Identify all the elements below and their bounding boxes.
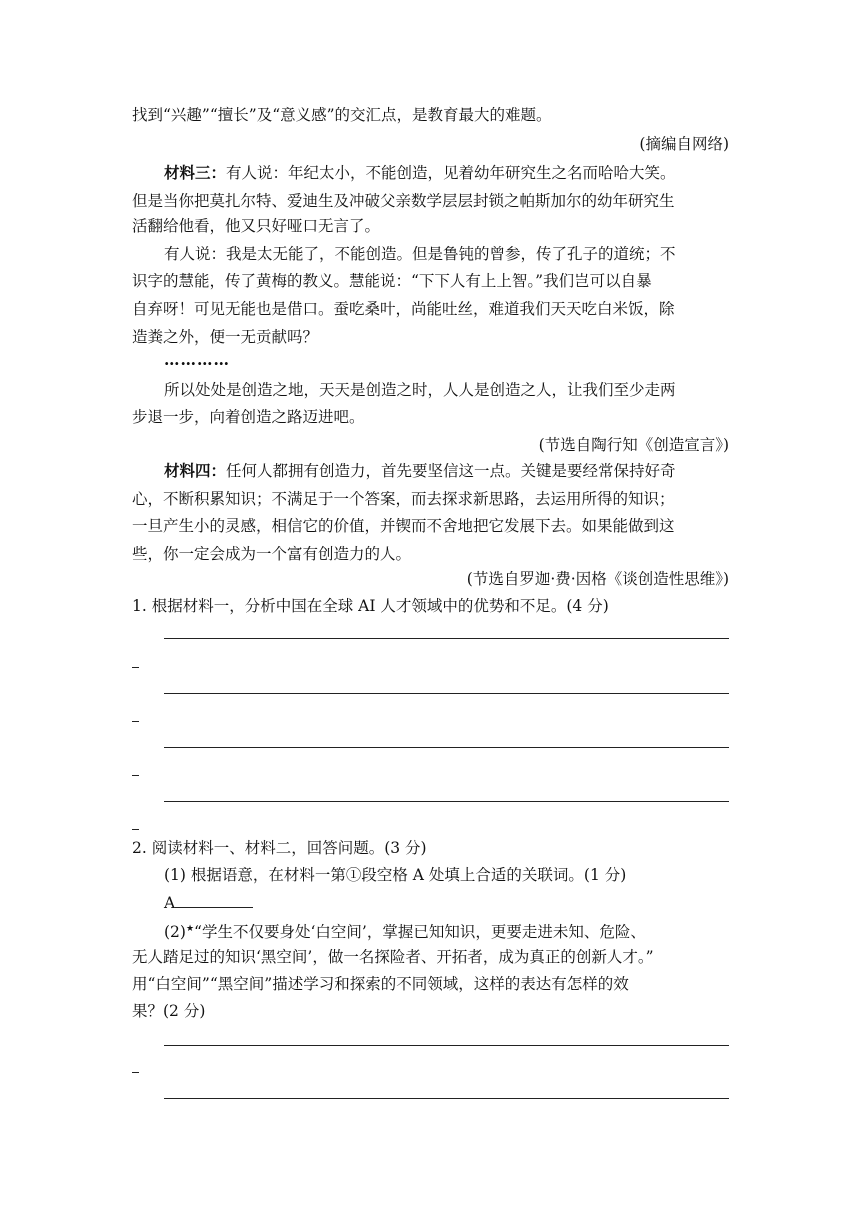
- answer-line[interactable]: [164, 693, 729, 694]
- paragraph-line: 所以处处是创造之地，天天是创造之时，人人是创造之人，让我们至少走两: [164, 381, 676, 399]
- paragraph-text: 任何人都拥有创造力，首先要坚信这一点。关键是要经常保持好奇: [226, 462, 676, 480]
- answer-line[interactable]: [164, 638, 729, 639]
- answer-line-end: [132, 667, 139, 668]
- material-three-label: 材料三：: [164, 163, 227, 182]
- answer-line-end: [132, 721, 139, 722]
- question-2-part-2: [164, 918, 729, 943]
- question-text-line: 果？(2 分): [132, 1002, 206, 1020]
- material-three-line: [164, 162, 729, 184]
- answer-line[interactable]: [164, 1045, 729, 1046]
- paragraph-line: 但是当你把莫扎尔特、爱迪生及冲破父亲数学层层封锁之帕斯加尔的幼年研究生: [132, 192, 675, 210]
- source-citation: (节选自罗迦·费·因格《谈创造性思维》): [466, 570, 729, 588]
- material-four-label: 材料四：: [164, 461, 227, 480]
- star-icon: ★: [185, 924, 195, 934]
- question-text-line: 用“白空间”“黑空间”描述学习和探索的不同领域，这样的表达有怎样的效: [132, 975, 629, 993]
- paragraph-line: 自弃呀！可见无能也是借口。蚕吃桑叶，尚能吐丝，难道我们天天吃白米饭，除: [132, 300, 675, 318]
- question-2: 2. 阅读材料一、材料二，回答问题。(3 分): [132, 839, 427, 857]
- answer-line-end: [132, 1072, 139, 1073]
- source-citation: (摘编自网络): [639, 135, 729, 153]
- paragraph-line: 心，不断积累知识；不满足于一个答案，而去探求新思路，去运用所得的知识；: [132, 490, 675, 508]
- source-citation: (节选自陶行知《创造宣言》): [538, 436, 729, 454]
- question-1: 1. 根据材料一，分析中国在全球 AI 人才领域中的优势和不足。(4 分): [132, 597, 609, 615]
- paragraph-line: 活翻给他看，他又只好哑口无言了。: [132, 217, 381, 235]
- ellipsis: …………: [164, 350, 230, 369]
- paragraph-line: 些，你一定会成为一个富有创造力的人。: [132, 545, 412, 563]
- paragraph-line: 步退一步，向着创造之路迈进吧。: [132, 408, 365, 426]
- answer-line-end: [132, 775, 139, 776]
- paragraph-line: 有人说：我是太无能了，不能创造。但是鲁钝的曾参，传了孔子的道统；不: [164, 245, 676, 263]
- fill-in-blank: [164, 892, 729, 914]
- paragraph-line: 找到“兴趣”“擅长”及“意义感”的交汇点，是教育最大的难题。: [132, 106, 552, 124]
- material-four-line: [164, 460, 729, 482]
- paragraph-line: 识字的慧能，传了黄梅的教义。慧能说：“下下人有上上智。”我们岂可以自暴: [132, 272, 652, 290]
- answer-line[interactable]: [164, 801, 729, 802]
- paragraph-line: 造粪之外，便一无贡献吗？: [132, 328, 319, 346]
- answer-line[interactable]: [164, 747, 729, 748]
- question-text-line: 无人踏足过的知识‘黑空间’，做一名探险者、开拓者，成为真正的创新人才。”: [132, 948, 654, 966]
- paragraph-line: 一旦产生小的灵感，相信它的价值，并锲而不舍地把它发展下去。如果能做到这: [132, 517, 675, 535]
- question-text: “学生不仅要身处‘白空间’，掌握已知知识，更要走进未知、危险、: [194, 923, 646, 942]
- blank-answer-field[interactable]: [175, 893, 253, 908]
- answer-line[interactable]: [164, 1098, 729, 1099]
- paragraph-text: 有人说：年纪太小，不能创造，见着幼年研究生之名而哈哈大笑。: [226, 164, 676, 182]
- question-2-part-1: (1) 根据语意，在材料一第①段空格 A 处填上合适的关联词。(1 分): [164, 866, 627, 884]
- blank-label: A: [164, 894, 176, 912]
- part-number: (2): [164, 923, 186, 942]
- answer-line-end: [132, 829, 139, 830]
